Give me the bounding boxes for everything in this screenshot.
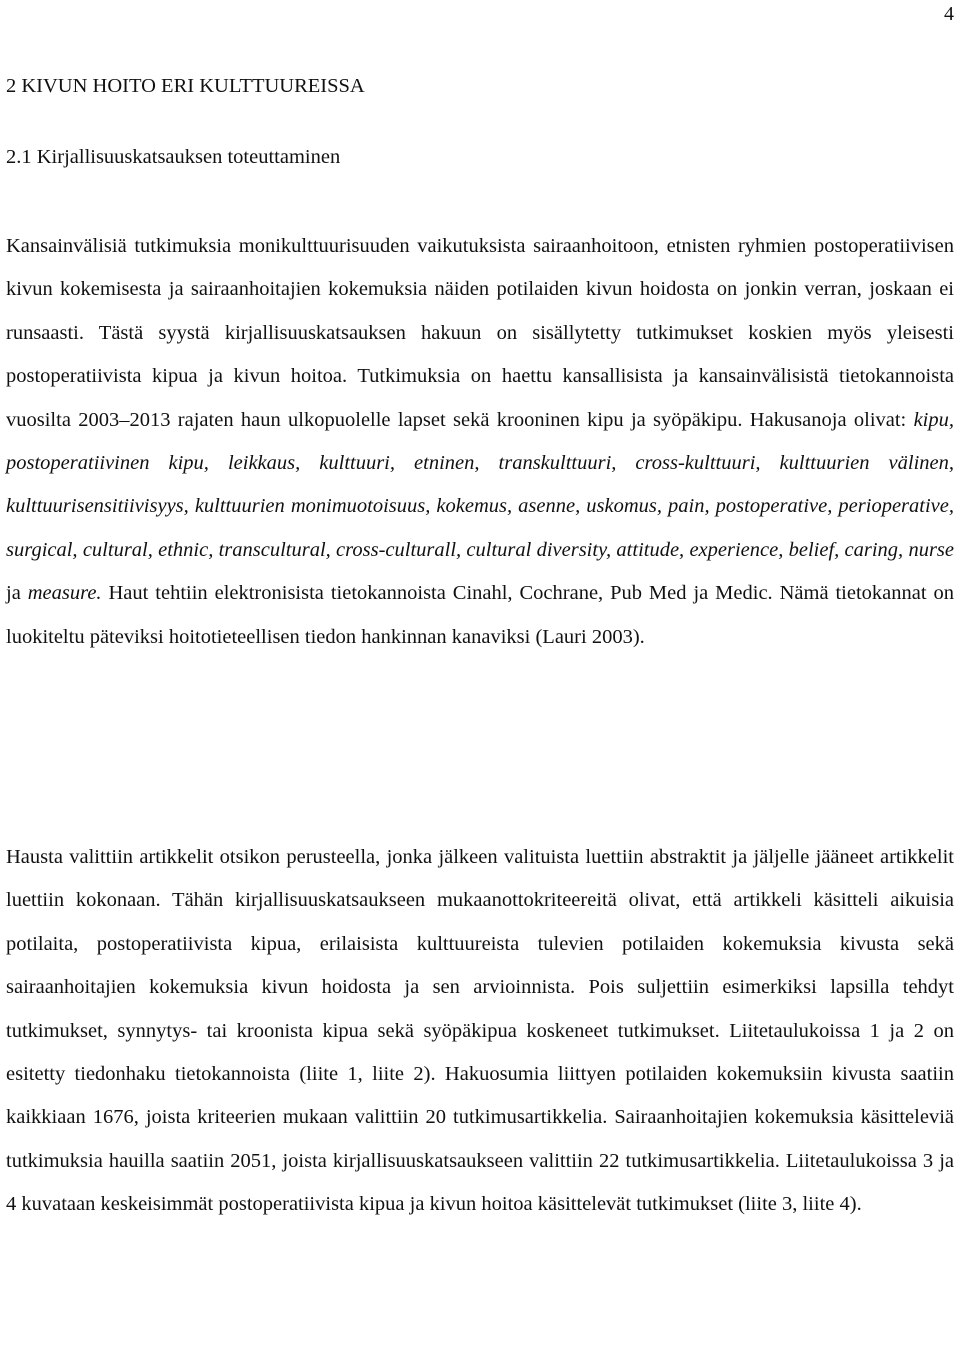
last-keyword: measure. bbox=[27, 582, 102, 605]
search-keywords: kipu, postoperatiivinen kipu, leikkaus, kulttuuri, etninen, transkulttuuri, cross-kulttuuri, kulttuurien välinen, kulttuurisensitiivisyys, kulttuurien monimuotoisuus, kokemus, asenne, uskomus, pain, postoperative, perioperative, surgical, cultural, ethnic, transcultural, cross-culturall, cultural diversity, attitude, experience, belief, caring, nurse bbox=[6, 408, 954, 561]
paragraph-lead-text: Kansainvälisiä tutkimuksia monikulttuurisuuden vaikutuksista sairaanhoitoon, etnisten ryhmien postoperatiivisen kivun kokemisesta ja sairaanhoitajien kokemuksia näiden potilaiden kivun hoidosta on jonkin verran, joskaan ei runsaasti. Tästä syystä kirjallisuuskatsauksen hakuun on sisällytetty tutkimukset koskien myös yleisesti postoperatiivista kipua ja kivun hoitoa. Tutkimuksia on haettu kansallisista ja kansainvälisistä tietokannoista vuosilta 2003–2013 rajaten haun ulkopuolelle lapset sekä krooninen kipu ja syöpäkipu. Hakusanoja olivat: bbox=[6, 235, 954, 431]
paragraph-search-method bbox=[6, 225, 954, 659]
chapter-heading: 2 KIVUN HOITO ERI KULTTUUREISSA bbox=[6, 75, 365, 97]
paragraph-tail-text: Haut tehtiin elektronisista tietokannoista Cinahl, Cochrane, Pub Med ja Medic. Nämä tietokannat on luokiteltu päteviksi hoitotieteellisen tiedon hankinnan kanaviksi (Lauri 2003). bbox=[6, 582, 955, 648]
keyword-conjunction: ja bbox=[6, 582, 28, 605]
page-number: 4 bbox=[944, 3, 954, 25]
paragraph-selection-criteria: Hausta valittiin artikkelit otsikon perusteella, jonka jälkeen valituista luettiin abstraktit ja jäljelle jääneet artikkelit luettiin kokonaan. Tähän kirjallisuuskatsaukseen mukaanottokriteereitä olivat, että artikkeli käsitteli aikuisia potilaita, postoperatiivista kipua, erilaisista kulttuureista tulevien potilaiden kokemuksia kivusta sekä sairaanhoitajien kokemuksia kivun hoidosta ja sen arvioinnista. Pois suljettiin esimerkiksi lapsilla tehdyt tutkimukset, synnytys- tai kroonista kipua sekä syöpäkipua koskeneet tutkimukset. Liitetaulukoissa 1 ja 2 on esitetty tiedonhaku tietokannoista (liite 1, liite 2). Hakuosumia liittyen potilaiden kokemuksiin kivusta saatiin kaikkiaan 1676, joista kriteerien mukaan valittiin 20 tutkimusartikkelia. Sairaanhoitajien kokemuksia käsitteleviä tutkimuksia hauilla saatiin 2051, joista kirjallisuuskatsaukseen valittiin 22 tutkimusartikkelia. Liitetaulukoissa 3 ja 4 kuvataan keskeisimmät postoperatiivista kipua ja kivun hoitoa käsittelevät tutkimukset (liite 3, liite 4). bbox=[6, 846, 954, 1216]
section-heading: 2.1 Kirjallisuuskatsauksen toteuttaminen bbox=[6, 146, 341, 168]
